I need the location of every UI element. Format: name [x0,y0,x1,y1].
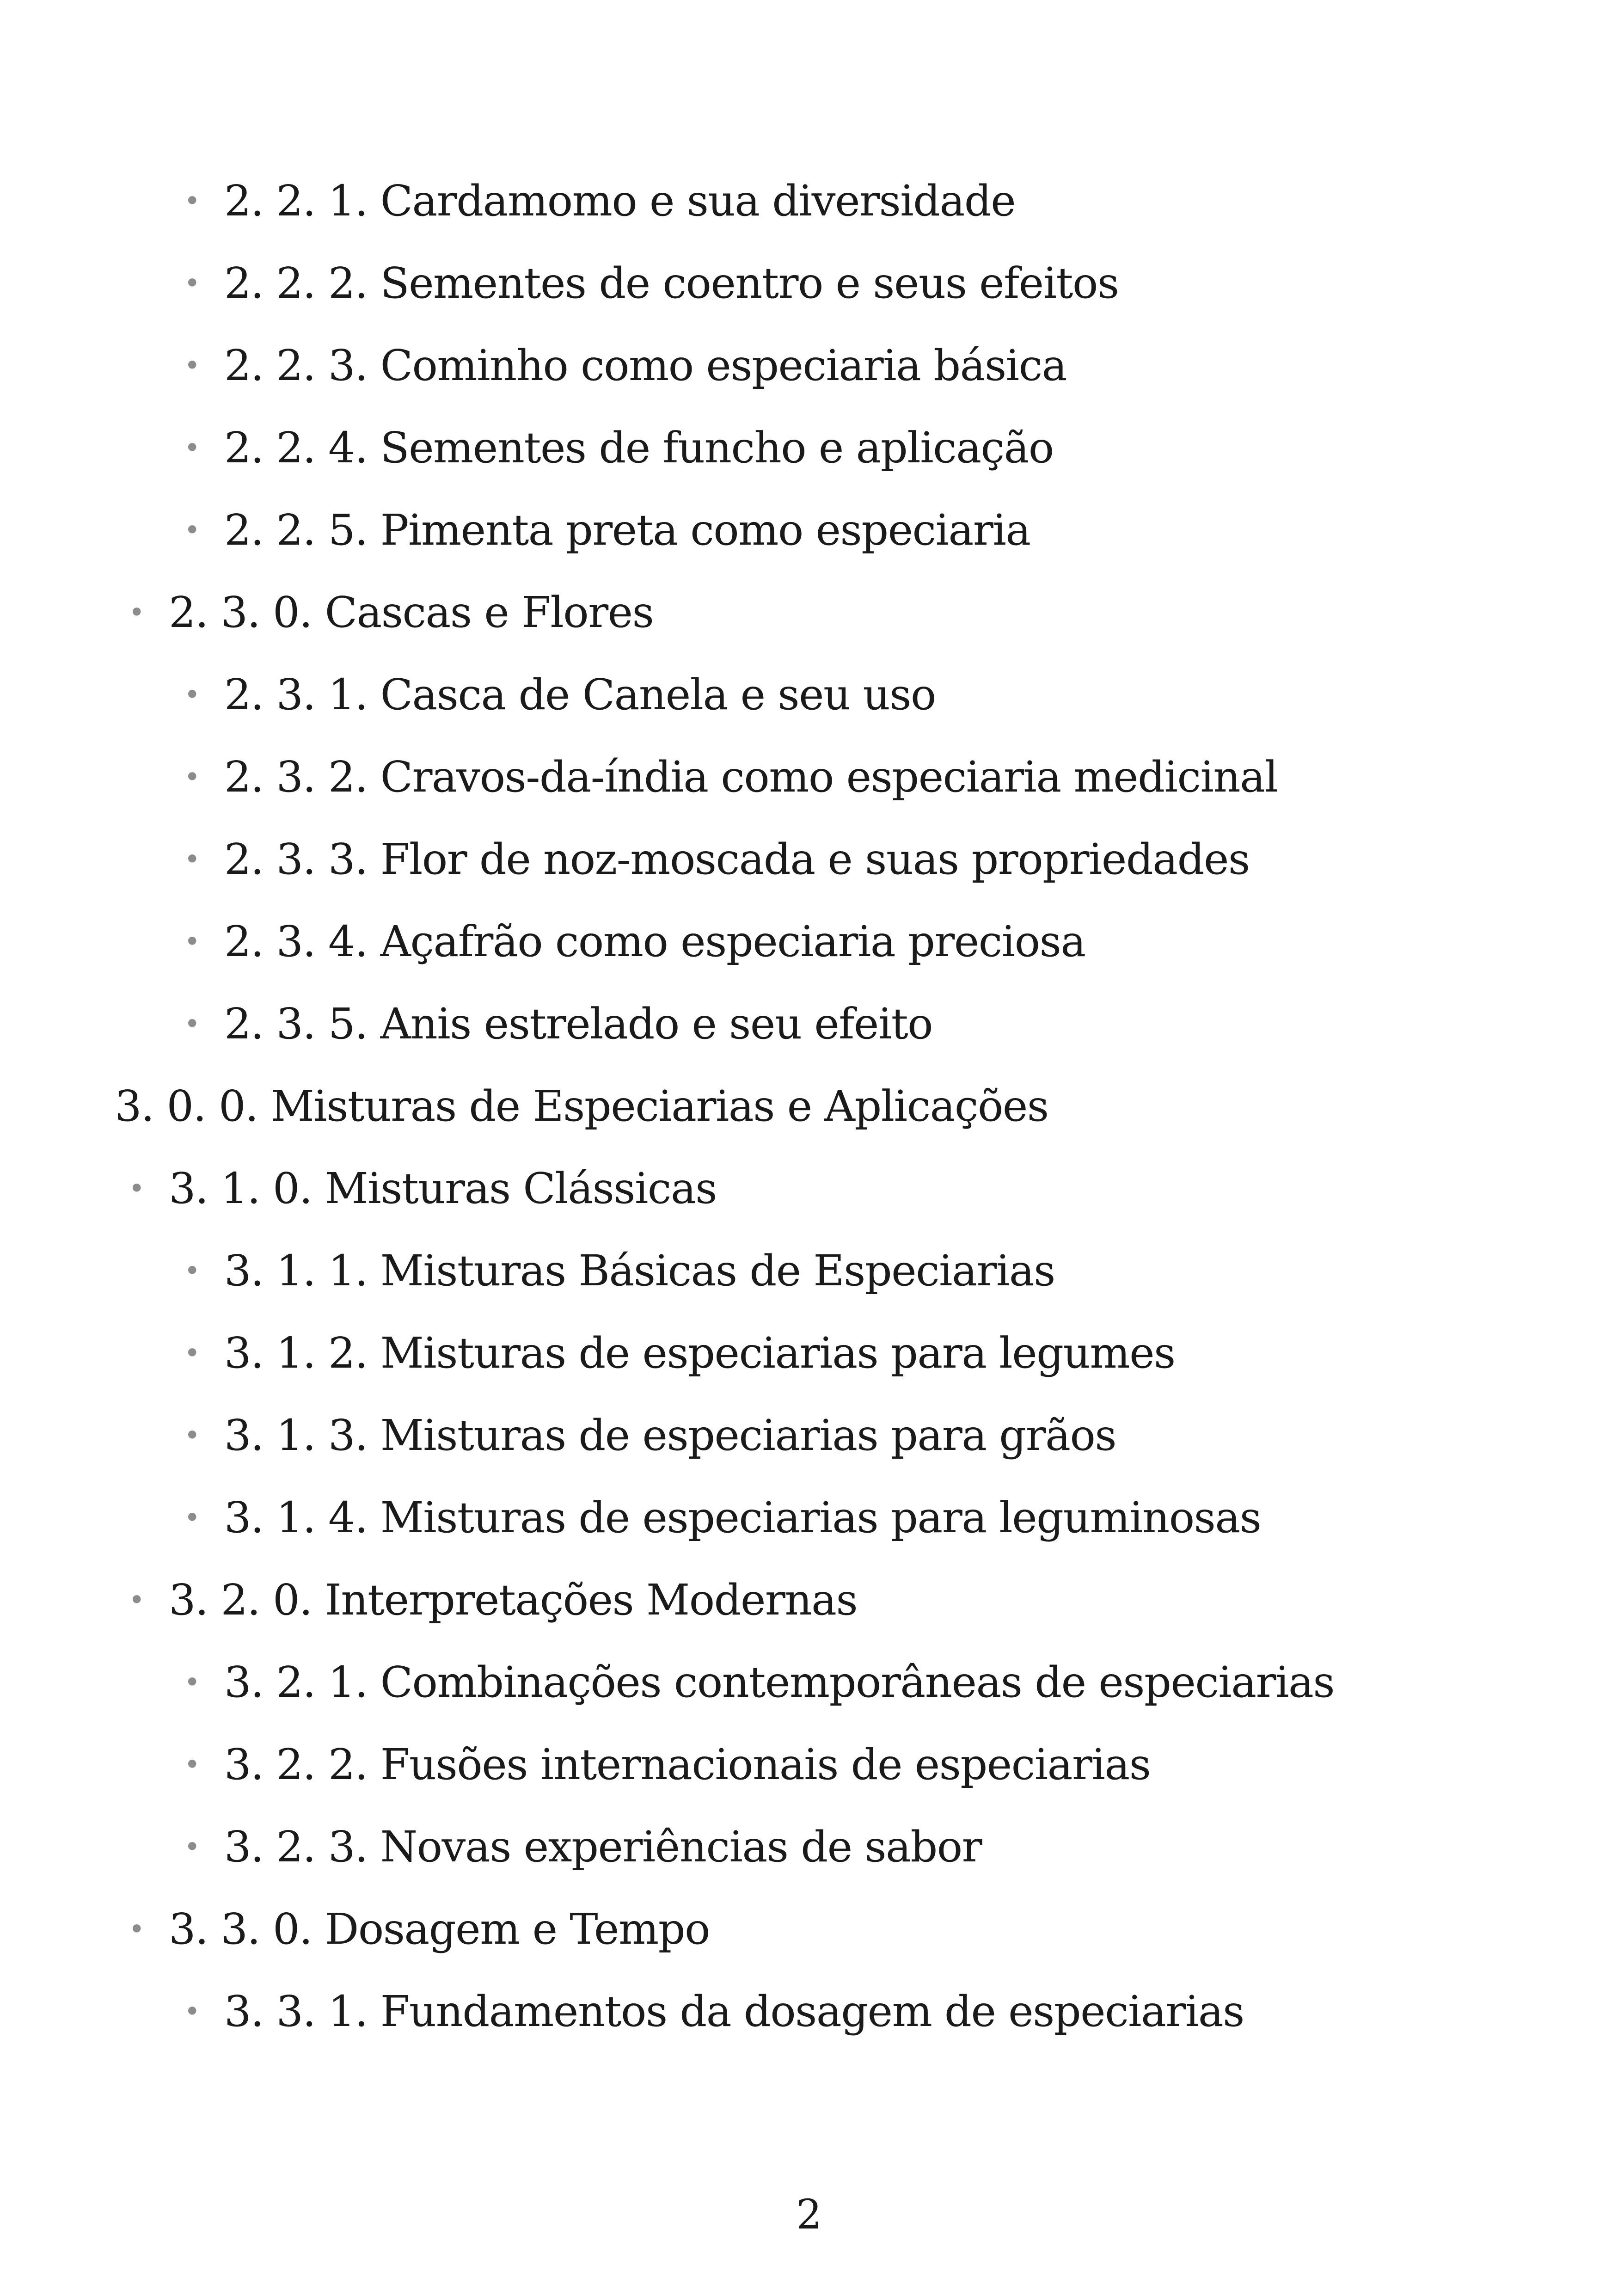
page-number: 2 [796,2191,822,2238]
toc-entry-text: 3. 1. 1. Misturas Básicas de Especiarias [224,1246,1055,1295]
bullet-icon: • [184,1666,200,1699]
toc-entry [184,500,1030,560]
bullet-icon: • [184,1337,200,1369]
bullet-icon: • [184,1502,200,1534]
toc-entry [184,994,933,1054]
toc-entry [184,665,936,725]
toc-entry-text: 2. 3. 2. Cravos-da-índia como especiaria medicinal [224,752,1278,802]
toc-entry-text: 3. 2. 0. Interpretações Modernas [169,1575,858,1625]
toc-entry-text: 2. 3. 3. Flor de noz-moscada e suas propriedades [224,835,1250,884]
toc-entry-text: 2. 3. 4. Açafrão como especiaria preciosa [224,917,1085,966]
toc-entry-text: 3. 2. 2. Fusões internacionais de especiarias [224,1740,1151,1789]
toc-entry [115,1076,1048,1136]
bullet-icon: • [129,1584,144,1616]
toc-entry [184,336,1066,396]
bullet-icon: • [184,267,200,300]
toc-entry-text: 2. 3. 5. Anis estrelado e seu efeito [224,999,933,1049]
toc-entry [184,829,1250,890]
bullet-icon: • [129,596,144,629]
toc-entry [129,1570,858,1630]
toc-entry-text: 3. 0. 0. Misturas de Especiarias e Aplicações [115,1081,1048,1131]
toc-entry-text: 2. 2. 3. Cominho como especiaria básica [224,341,1066,390]
bullet-icon: • [129,1913,144,1946]
bullet-icon: • [184,1831,200,1863]
toc-entry [129,1159,717,1219]
toc-entry [184,253,1119,313]
toc-entry-text: 3. 1. 3. Misturas de especiarias para grãos [224,1411,1116,1460]
toc-entry [184,1406,1116,1466]
bullet-icon: • [184,1008,200,1040]
bullet-icon: • [184,761,200,793]
toc-entry-text: 3. 1. 2. Misturas de especiarias para legumes [224,1328,1175,1378]
toc-entry-text: 3. 3. 0. Dosagem e Tempo [169,1904,710,1954]
bullet-icon: • [184,1995,200,2028]
bullet-icon: • [184,1749,200,1781]
toc-entry-text: 2. 2. 4. Sementes de funcho e aplicação [224,423,1054,473]
toc-entry [184,1982,1244,2042]
bullet-icon: • [184,843,200,876]
bullet-icon: • [184,679,200,711]
toc-entry-text: 2. 2. 1. Cardamomo e sua diversidade [224,176,1016,226]
bullet-icon: • [184,514,200,546]
bullet-icon: • [184,1255,200,1287]
toc-entry [184,1241,1055,1301]
bullet-icon: • [184,926,200,958]
bullet-icon: • [184,185,200,217]
toc-entry-text: 3. 1. 0. Misturas Clássicas [169,1164,717,1213]
toc-entry-text: 2. 3. 0. Cascas e Flores [169,588,654,637]
toc-entry-text: 2. 2. 2. Sementes de coentro e seus efeitos [224,258,1119,308]
toc-entry-text: 2. 3. 1. Casca de Canela e seu uso [224,670,936,719]
toc-entry-text: 3. 3. 1. Fundamentos da dosagem de especiarias [224,1987,1244,2036]
toc-entry-text: 2. 2. 5. Pimenta preta como especiaria [224,505,1030,555]
toc-entry [184,747,1278,807]
bullet-icon: • [184,1419,200,1452]
toc-entry [184,171,1016,231]
toc-entry-text: 3. 1. 4. Misturas de especiarias para leguminosas [224,1493,1261,1542]
toc-entry [129,1899,710,1959]
toc-entry [184,1817,982,1877]
bullet-icon: • [129,1173,144,1205]
toc-entry [184,418,1054,478]
toc-entry-text: 3. 2. 1. Combinações contemporâneas de especiarias [224,1658,1335,1707]
toc-entry [184,1488,1261,1548]
bullet-icon: • [184,350,200,382]
toc-entry [184,1323,1175,1383]
toc-entry [184,912,1085,972]
toc-entry-text: 3. 2. 3. Novas experiências de sabor [224,1822,982,1872]
toc-entry [129,583,654,643]
toc-entry [184,1652,1335,1713]
bullet-icon: • [184,432,200,464]
toc-entry [184,1735,1151,1795]
